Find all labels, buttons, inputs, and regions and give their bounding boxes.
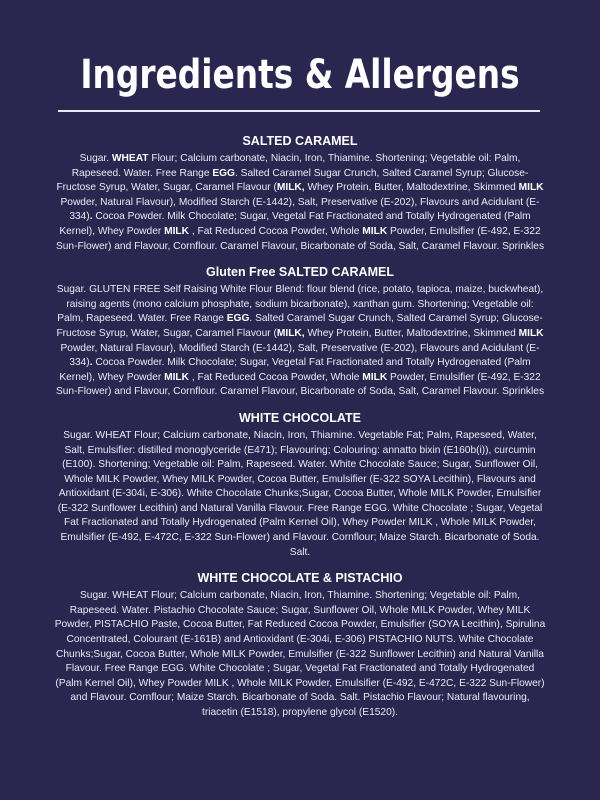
allergen-text: MILK, (276, 182, 305, 194)
ingredient-text: Powder, Natural Flavour), Modified Starch (E-1442), Salt, Preservative (E-202), Flavours and Acidulant (E-334) (60, 342, 540, 369)
allergen-text: WHEAT (111, 153, 149, 164)
ingredient-text: . Salted Caramel Sugar Crunch, Salted Caramel Syrup; Glucose-Fructose Syrup, Water, Sugar, Caramel Flavour ( (56, 167, 529, 194)
ingredient-text: Cocoa Powder. Milk Chocolate; Sugar, Vegetal Fat Fractionated and Totally Hydrogenated (Palm Kernel), Whey Powder (59, 211, 531, 237)
section-heading: Gluten Free SALTED CARAMEL (206, 265, 394, 280)
section-gluten-free-salted-caramel (54, 264, 546, 400)
section-heading: SALTED CARAMEL (242, 134, 358, 148)
ingredient-text: Powder, Emulsifier (E-492, E-322 Sun-Flower) and Flavour, Cornflour. Caramel Flavour, Bicarbonate of Soda, Salt, Caramel Flavour. Sprinkles (55, 371, 545, 398)
allergen-text: MILK (518, 327, 544, 339)
section-ingredients (54, 152, 546, 254)
allergen-text: MILK (362, 371, 388, 383)
ingredient-text: Sugar. (79, 153, 112, 164)
ingredient-text: , Fat Reduced Cocoa Powder, Whole (189, 371, 363, 383)
allergen-text: MILK (362, 225, 388, 237)
ingredient-text: Whey Protein, Butter, Maltodextrine, Skimmed (304, 327, 519, 339)
title-divider (58, 110, 540, 112)
sections-list (54, 133, 546, 731)
section-ingredients (54, 429, 546, 560)
ingredient-text: Whey Protein, Butter, Maltodextrine, Skimmed (304, 182, 519, 194)
allergen-text: MILK (518, 182, 544, 194)
allergen-text: EGG (226, 313, 250, 325)
ingredient-text: . Salted Caramel Sugar Crunch, Salted Caramel Syrup; Glucose-Fructose Syrup, Water, Sugar, Caramel Flavour ( (56, 313, 543, 339)
section-ingredients (54, 283, 546, 400)
ingredient-text: Sugar. GLUTEN FREE Self Raising White Flour Blend: flour blend (rice, potato, tapioca, maize, buckwheat), raising agents (mono calcium phosphate, sodium bicarbonate), xanthan gum. Shortening; Vegetable oil: Palm, Rapeseed. Water. Free Range (56, 284, 544, 325)
ingredient-text: , Fat Reduced Cocoa Powder, Whole (189, 225, 363, 237)
page-title: Ingredients & Allergens (80, 52, 520, 98)
section-white-chocolate-pistachio (54, 570, 546, 720)
allergen-text: . (89, 357, 93, 369)
ingredient-text: Cocoa Powder. Milk Chocolate; Sugar, Vegetal Fat Fractionated and Totally Hydrogenated (Palm Kernel), Whey Powder (59, 357, 531, 383)
ingredient-text: Powder, Natural Flavour), Modified Starch (E-1442), Salt, Preservative (E-202), Flavours and Acidulant (E-334) (60, 196, 540, 223)
section-heading: WHITE CHOCOLATE (239, 410, 361, 425)
allergen-text: MILK (164, 225, 189, 237)
allergen-text: . (89, 211, 93, 223)
allergen-text: MILK (164, 371, 189, 383)
section-ingredients (54, 589, 546, 720)
ingredient-text: Sugar. WHEAT Flour; Calcium carbonate, Niacin, Iron, Thiamine. Shortening; Vegetable oil: Palm, Rapeseed. Water. Pistachio Chocolate Sauce; Sugar, Sunflower Oil, Whole MILK Powder, Whey MILK Powder, PISTACHIO Paste, Cocoa Butter, Fat Reduced Cocoa Powder, Emulsifier (SOYA Lecithin), Spirulina Concentrated, Colourant (E-161B) and Antioxidant (E-304i, E-306) PISTACHIO NUTS. White Chocolate Chunks;Sugar, Cocoa Butter, Whole MILK Powder, Emulsifier (E-322 Sunflower Lecithin) and Natural Vanilla Flavour. Free Range EGG. White Chocolate ; Sugar, Vegetal Fat Fractionated and Totally Hydrogenated (Palm Kernel Oil), Whey Powder MILK , Whole MILK Powder, Emulsifier (E-492, E-472C, E-322 Sun-Flower) and Flavour. Cornflour; Maize Starch. Bicarbonate of Soda. Salt. Pistachio Flavour; Natural flavouring, triacetin (E1518), propylene glycol (E1520). (54, 590, 546, 718)
section-salted-caramel (54, 133, 546, 254)
section-heading: WHITE CHOCOLATE & PISTACHIO (197, 571, 403, 586)
ingredient-text: Flour; Calcium carbonate, Niacin, Iron, Thiamine. Shortening; Vegetable oil: Palm, Rapeseed. Water. Free Range (71, 153, 521, 179)
section-white-chocolate (54, 410, 546, 560)
ingredient-text: Powder, Emulsifier (E-492, E-322 Sun-Flower) and Flavour, Cornflour. Caramel Flavour, Bicarbonate of Soda, Salt, Caramel Flavour. Sprinkles (55, 225, 545, 252)
allergen-text: MILK, (276, 327, 305, 339)
ingredient-text: Sugar. WHEAT Flour; Calcium carbonate, Niacin, Iron, Thiamine. Vegetable Fat; Palm, Rapeseed, Water, Salt, Emulsifier: distilled monoglyceride (E471); Flavouring; Colouring: annatto bixin (E160b(i)), curcumin (E100). Shortening; Vegetable oil: Palm, Rapeseed. Water. White Chocolate Sauce; Sugar, Sunflower Oil, Whole MILK Powder, Whey MILK Powder, Cocoa Butter, Emulsifier (E-322 SOYA Lecithin), Flavours and Antioxidant (E-304i, E-306). White Chocolate Chunks;Sugar, Cocoa Butter, Whole MILK Powder, Emulsifier (E-322 Sunflower Lecithin) and Natural Vanilla Flavour. Free Range EGG. White Chocolate ; Sugar, Vegetal Fat Fractionated and Totally Hydrogenated (Palm Kernel Oil), Whey Powder MILK , Whole MILK Powder, Emulsifier (E-492, E-472C, E-322 Sun-Flower) and Flavour. Cornflour; Maize Starch. Bicarbonate of Soda. Salt. (57, 429, 543, 558)
allergen-text: EGG (212, 167, 235, 179)
